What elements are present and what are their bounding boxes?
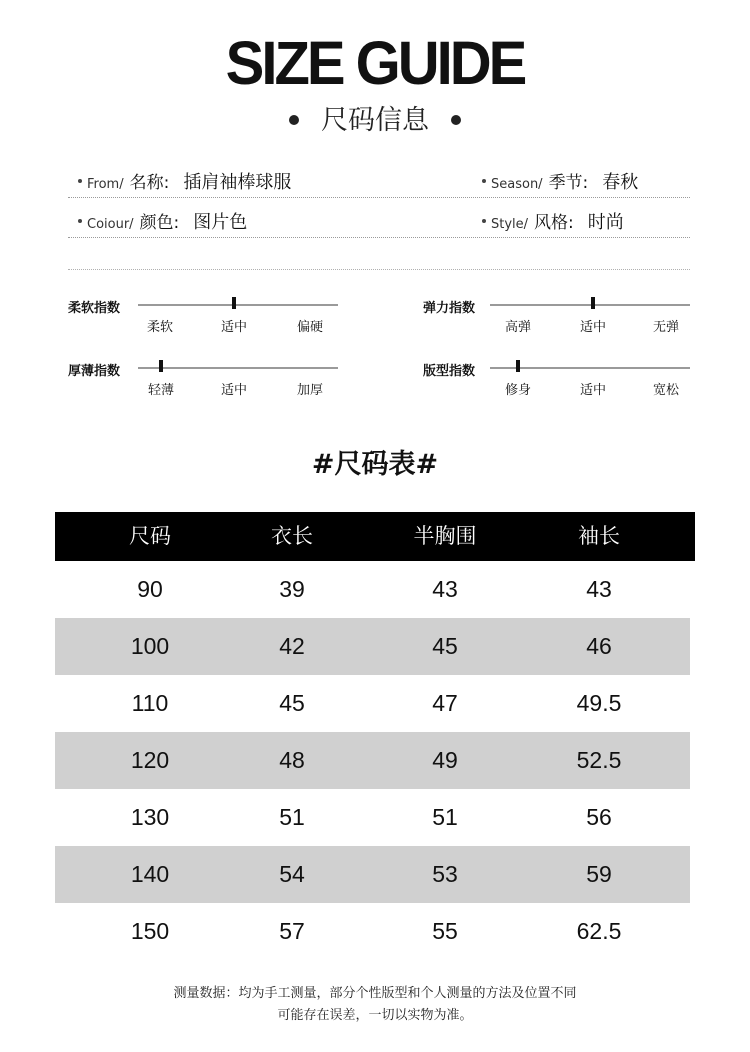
table-cell: 120 [130,747,170,773]
index-track [138,367,338,369]
info-colour-cn: 颜色: [139,213,180,233]
bullet-icon [482,179,486,183]
index-marker [591,297,595,309]
info-row-1 [68,162,690,198]
bullet-dot-icon [451,115,461,125]
table-cell: 45 [432,633,458,659]
table-cell: 53 [432,861,458,887]
index-softness [68,297,338,347]
index-option: 宽松 [652,383,680,398]
index-fit [423,360,691,410]
index-elasticity-label: 弹力指数 [423,301,476,316]
index-option: 适中 [579,383,607,398]
info-season-en: Season/ [491,177,543,192]
column-header: 衣长 [271,524,313,548]
table-row [55,903,695,960]
index-track [490,367,690,369]
index-thickness [68,360,338,410]
index-option: 偏硬 [296,320,324,335]
table-row [55,618,690,675]
index-track [138,304,338,306]
index-option: 修身 [504,383,532,398]
table-cell: 49.5 [576,690,622,716]
info-season-cn: 季节: [548,173,589,193]
table-cell: 48 [279,747,305,773]
table-cell: 90 [137,576,163,602]
size-table [55,512,695,960]
table-cell: 45 [279,690,305,716]
table-header [55,512,695,561]
info-row-2 [68,202,690,238]
table-cell: 57 [279,918,305,944]
table-cell: 51 [432,804,458,830]
info-from-en: From/ [87,177,124,192]
page-subtitle [0,98,750,137]
table-cell: 52.5 [576,747,622,773]
table-cell: 55 [432,918,458,944]
info-from-cn: 名称: [129,173,170,193]
bullet-icon [78,179,82,183]
table-cell: 56 [586,804,612,830]
info-season [482,168,638,194]
table-cell: 110 [131,690,169,716]
size-table-heading: #尺码表# [311,449,439,480]
info-style-value: 时尚 [587,212,624,233]
table-cell: 43 [586,576,612,602]
index-option: 适中 [579,320,607,335]
index-option: 适中 [220,320,248,335]
index-marker [232,297,236,309]
table-row [55,561,695,618]
table-cell: 59 [586,861,612,887]
table-cell: 47 [432,690,458,716]
table-row [55,846,690,903]
bullet-dot-icon [289,115,299,125]
index-option: 轻薄 [147,383,175,398]
table-row [55,675,695,732]
table-cell: 100 [130,633,170,659]
index-thickness-label: 厚薄指数 [68,364,121,379]
info-from-value: 插肩袖棒球服 [183,172,292,193]
index-option: 柔软 [146,320,174,335]
index-marker [516,360,520,372]
measurement-note-line-1: 测量数据：均为手工测量，部分个性版型和个人测量的方法及位置不同 [173,986,577,1001]
table-cell: 46 [586,633,612,659]
table-cell: 51 [279,804,305,830]
column-header: 半胸围 [413,524,477,548]
bullet-icon [78,219,82,223]
page-title: SIZE GUIDE [225,29,525,98]
index-option: 适中 [220,383,248,398]
table-cell: 130 [130,804,170,830]
table-row [55,732,690,789]
index-fit-label: 版型指数 [423,364,476,379]
index-elasticity [423,297,691,347]
table-cell: 62.5 [576,918,622,944]
info-colour-value: 图片色 [193,212,248,233]
index-softness-label: 柔软指数 [68,301,121,316]
table-cell: 140 [130,861,170,887]
table-cell: 54 [279,861,305,887]
info-colour [78,208,247,234]
index-option: 加厚 [296,383,324,398]
info-style-cn: 风格: [534,213,574,233]
index-option: 无弹 [652,320,680,335]
column-header: 尺码 [129,524,171,548]
table-cell: 39 [279,576,305,602]
index-marker [159,360,163,372]
info-colour-en: Coiour/ [87,217,134,232]
measurement-note-line-2: 可能存在误差，一切以实物为准。 [277,1008,473,1023]
index-track [490,304,690,306]
bullet-icon [482,219,486,223]
table-cell: 49 [432,747,458,773]
index-option: 高弹 [504,320,532,335]
table-cell: 150 [130,918,170,944]
info-style-en: Style/ [491,217,529,232]
table-cell: 43 [432,576,458,602]
subtitle-text: 尺码信息 [321,105,429,136]
table-row [55,789,695,846]
divider [68,269,690,270]
table-cell: 42 [279,633,305,659]
info-from [78,168,291,194]
info-season-value: 春秋 [602,172,639,193]
info-style [482,208,624,234]
column-header: 袖长 [578,524,620,548]
